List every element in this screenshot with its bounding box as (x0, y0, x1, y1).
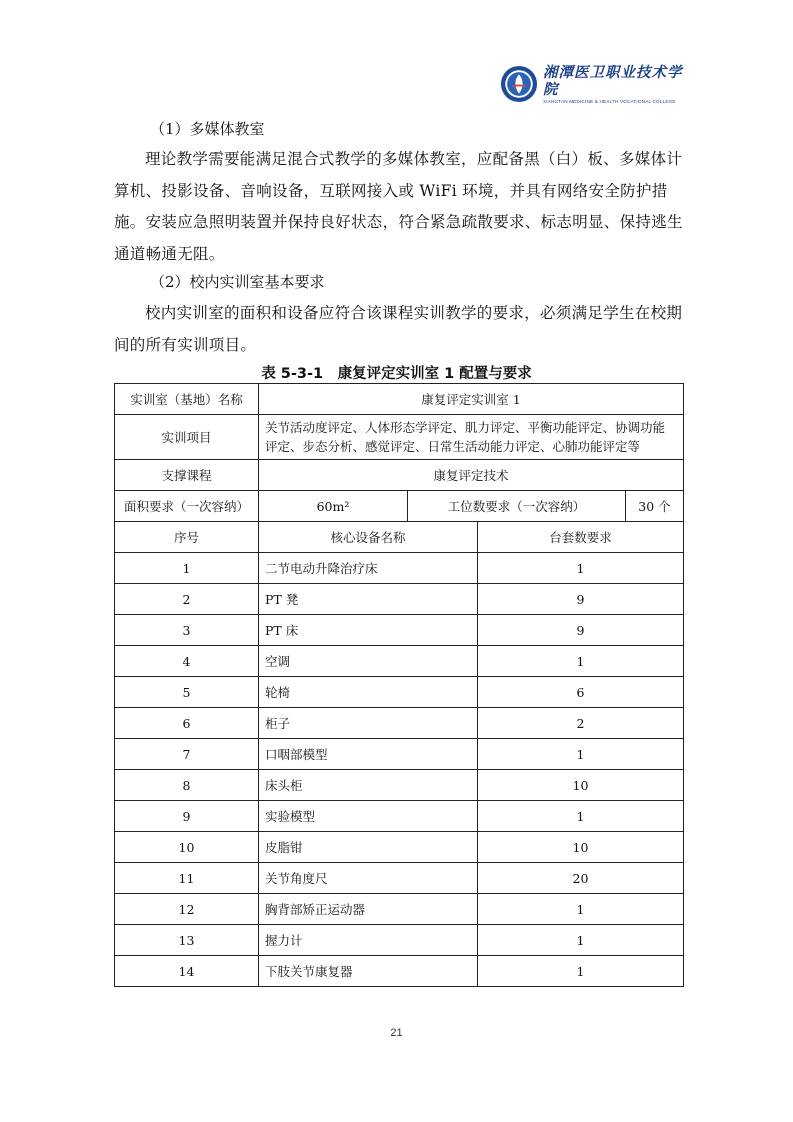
equipment-quantity: 20 (478, 863, 684, 894)
table-row (115, 925, 684, 956)
area-label: 面积要求（一次容纳） (115, 491, 259, 522)
support-course-value: 康复评定技术 (259, 460, 684, 491)
equipment-table (114, 383, 684, 987)
room-name-row (115, 384, 684, 415)
equipment-quantity: 1 (478, 801, 684, 832)
equipment-quantity: 9 (478, 584, 684, 615)
row-number: 11 (115, 863, 259, 894)
equipment-quantity: 2 (478, 708, 684, 739)
college-seal-icon (500, 65, 538, 103)
seats-label: 工位数要求（一次容纳） (408, 491, 626, 522)
equipment-name: 空调 (259, 646, 478, 677)
table-row (115, 956, 684, 987)
equipment-name: 二节电动升降治疗床 (259, 553, 478, 584)
row-number: 7 (115, 739, 259, 770)
training-project-value: 关节活动度评定、人体形态学评定、肌力评定、平衡功能评定、协调功能评定、步态分析、感觉评定、日常生活动能力评定、心肺功能评定等 (259, 415, 684, 460)
training-room-paragraph: 校内实训室的面积和设备应符合该课程实训教学的要求，必须满足学生在校期间的所有实训项目。 (114, 304, 683, 354)
training-project-label: 实训项目 (115, 415, 259, 460)
table-row (115, 677, 684, 708)
table-row (115, 646, 684, 677)
college-logo (500, 64, 684, 104)
equipment-quantity: 10 (478, 770, 684, 801)
equipment-name: PT 凳 (259, 584, 478, 615)
support-course-label: 支撑课程 (115, 460, 259, 491)
equipment-name: 实验模型 (259, 801, 478, 832)
room-name-value: 康复评定实训室 1 (259, 384, 684, 415)
college-name-en: XIANGTAN MEDICINE & HEALTH VOCATIONAL COLLEGE (543, 98, 676, 104)
college-name-cn: 湘潭医卫职业技术学院 (543, 63, 683, 98)
equipment-quantity: 1 (478, 956, 684, 987)
equipment-name: 柜子 (259, 708, 478, 739)
table-row (115, 708, 684, 739)
table-row (115, 863, 684, 894)
equipment-name: 轮椅 (259, 677, 478, 708)
col-header-quantity: 台套数要求 (478, 522, 684, 553)
equipment-quantity: 9 (478, 615, 684, 646)
equipment-name: 关节角度尺 (259, 863, 478, 894)
seats-value: 30 个 (626, 491, 684, 522)
table-row (115, 832, 684, 863)
equipment-name: PT 床 (259, 615, 478, 646)
equipment-quantity: 1 (478, 553, 684, 584)
equipment-quantity: 1 (478, 646, 684, 677)
equipment-quantity: 1 (478, 894, 684, 925)
row-number: 1 (115, 553, 259, 584)
row-number: 14 (115, 956, 259, 987)
table-row (115, 739, 684, 770)
training-project-row (115, 415, 684, 460)
equipment-name: 床头柜 (259, 770, 478, 801)
multimedia-heading: （1）多媒体教室 (150, 120, 265, 138)
table-row (115, 615, 684, 646)
area-value: 60m² (259, 491, 408, 522)
equipment-quantity: 1 (478, 925, 684, 956)
equipment-header-row (115, 522, 684, 553)
table-row (115, 553, 684, 584)
row-number: 2 (115, 584, 259, 615)
table-row (115, 894, 684, 925)
equipment-name: 皮脂钳 (259, 832, 478, 863)
capacity-row (115, 491, 684, 522)
equipment-quantity: 1 (478, 739, 684, 770)
equipment-name: 口咽部模型 (259, 739, 478, 770)
row-number: 3 (115, 615, 259, 646)
support-course-row (115, 460, 684, 491)
equipment-name: 下肢关节康复器 (259, 956, 478, 987)
training-room-heading: （2）校内实训室基本要求 (150, 273, 325, 291)
table-row (115, 770, 684, 801)
row-number: 4 (115, 646, 259, 677)
equipment-quantity: 10 (478, 832, 684, 863)
row-number: 8 (115, 770, 259, 801)
table-row (115, 801, 684, 832)
col-header-no: 序号 (115, 522, 259, 553)
equipment-name: 胸背部矫正运动器 (259, 894, 478, 925)
table-title: 表 5-3-1 康复评定实训室 1 配置与要求 (261, 366, 532, 382)
row-number: 9 (115, 801, 259, 832)
row-number: 12 (115, 894, 259, 925)
row-number: 13 (115, 925, 259, 956)
equipment-quantity: 6 (478, 677, 684, 708)
multimedia-paragraph: 理论教学需要能满足混合式教学的多媒体教室，应配备黑（白）板、多媒体计算机、投影设备、音响设备，互联网接入或 WiFi 环境，并具有网络安全防护措施。安装应急照明装置并保持良好状态，符合紧急疏散要求、标志明显、保持逃生通道畅通无阻。 (114, 150, 683, 263)
row-number: 10 (115, 832, 259, 863)
table-row (115, 584, 684, 615)
page-number: 21 (390, 1027, 403, 1039)
equipment-name: 握力计 (259, 925, 478, 956)
row-number: 5 (115, 677, 259, 708)
row-number: 6 (115, 708, 259, 739)
room-name-label: 实训室（基地）名称 (115, 384, 259, 415)
col-header-equipment: 核心设备名称 (259, 522, 478, 553)
